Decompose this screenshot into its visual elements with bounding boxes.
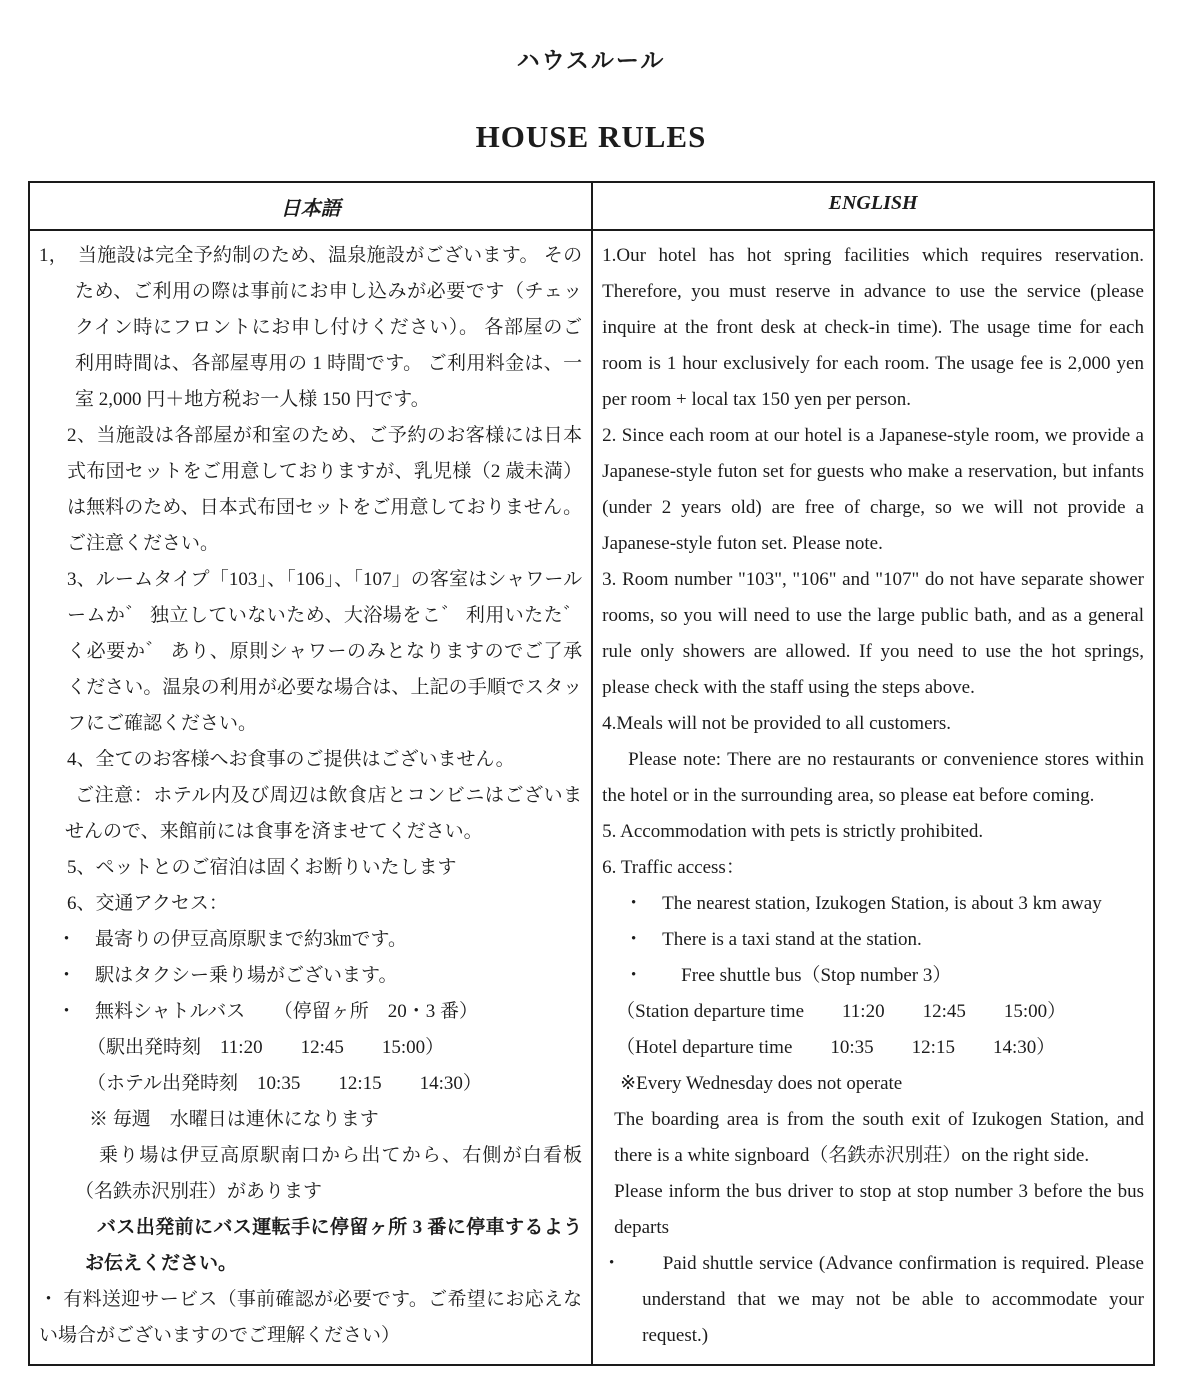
japanese-rule-paragraph: ※ 毎週 水曜日は連休になります xyxy=(89,1109,379,1130)
english-rule-paragraph: （Station departure time 11:20 12:45 15:00） xyxy=(616,1001,1067,1022)
english-rule-paragraph: ・ There is a taxi stand at the station. xyxy=(624,929,922,950)
english-rule-paragraph: 6. Traffic access： xyxy=(602,857,745,878)
japanese-rule-paragraph: 3、ルームタイプ「103」、「106」、「107」の客室はシャワールームか゛ 独立していないため、大浴場をこ゛ 利用いたた゛ く必要か゛ あり、原則シャワーのみとなりますのでご了承ください。温泉の利用が必要な場合は、上記の手順でスタッフにご確認ください。 xyxy=(67,569,583,734)
japanese-rule-paragraph: 6、交通アクセス： xyxy=(67,893,228,914)
english-rule-paragraph: 4.Meals will not be provided to all customers. xyxy=(602,713,951,734)
english-rules-cell xyxy=(593,231,1153,1364)
english-rule-paragraph: ・ Paid shuttle service (Advance confirmation is required. Please understand that we may not be able to accommodate your request.) xyxy=(602,1253,1144,1346)
english-rule-paragraph: Please inform the bus driver to stop at stop number 3 before the bus departs xyxy=(614,1181,1144,1238)
english-rule-paragraph: ※Every Wednesday does not operate xyxy=(620,1073,903,1094)
japanese-rule-paragraph: ・ 最寄りの伊豆高原駅まで約3㎞です。 xyxy=(57,929,407,950)
japanese-rules-cell xyxy=(30,231,593,1364)
japanese-rule-paragraph: 1， 当施設は完全予約制のため、温泉施設がございます。 そのため、ご利用の際は事前にお申し込みが必要です（チェックイン時にフロントにお申し付けください）。 各部屋のご利用時間は、各部屋専用の 1 時間です。 ご利用料金は、一室 2,000 円＋地方税お一人様 150 円です。 xyxy=(39,245,583,410)
english-rule-paragraph: The boarding area is from the south exit of Izukogen Station, and there is a white signboard（名鉄赤沢別荘）on the right side. xyxy=(614,1109,1144,1166)
english-rule-paragraph: 3. Room number "103", "106" and "107" do not have separate shower rooms, so you will need to use the large public bath, and as a general rule only showers are allowed. If you need to use the hot springs, please check with the staff using the steps above. xyxy=(602,569,1144,698)
japanese-rule-paragraph: ・ 有料送迎サービス（事前確認が必要です。ご希望にお応えない場合がございますのでご理解ください） xyxy=(39,1289,583,1346)
english-rule-paragraph: ・ The nearest station, Izukogen Station, is about 3 km away xyxy=(624,893,1102,914)
rules-table-header-row xyxy=(30,183,1153,231)
english-rule-paragraph: 2. Since each room at our hotel is a Japanese-style room, we provide a Japanese-style futon set for guests who make a reservation, but infants (under 2 years old) are free of charge, so we will not provide a Japanese-style futon set. Please note. xyxy=(602,425,1144,554)
english-rule-paragraph: 5. Accommodation with pets is strictly prohibited. xyxy=(602,821,984,842)
document-title-english: HOUSE RULES xyxy=(475,119,707,154)
japanese-rule-paragraph: 4、全てのお客様へお食事のご提供はございません。 xyxy=(67,749,515,770)
japanese-rule-paragraph: ご注意：ホテル内及び周辺は飲食店とコンビニはございませんので、来館前には食事を済ませてください。 xyxy=(65,785,583,842)
rules-table-body-row xyxy=(30,231,1153,1364)
japanese-rule-paragraph: ・ 無料シャトルバス （停留ヶ所 20・3 番） xyxy=(57,1001,479,1022)
japanese-rule-paragraph: （ホテル出発時刻 10:35 12:15 14:30） xyxy=(87,1073,482,1094)
english-rule-paragraph: Please note: There are no restaurants or convenience stores within the hotel or in the surrounding area, so please eat before coming. xyxy=(602,749,1144,806)
japanese-rule-paragraph: 乗り場は伊豆高原駅南口から出てから、右側が白看板（名鉄赤沢別荘）があります xyxy=(75,1145,583,1202)
column-header-english: ENGLISH xyxy=(828,192,918,214)
japanese-rule-paragraph: 2、当施設は各部屋が和室のため、ご予約のお客様には日本式布団セットをご用意しておりますが、乳児様（2 歳未満）は無料のため、日本式布団セットをご用意しておりません。ご注意ください。 xyxy=(67,425,583,554)
column-header-japanese: 日本語 xyxy=(30,183,593,229)
japanese-rule-paragraph: 5、ペットとのご宿泊は固くお断りいたします xyxy=(67,857,457,878)
rules-table xyxy=(28,181,1155,1366)
english-rule-paragraph: 1.Our hotel has hot spring facilities which requires reservation. Therefore, you must reserve in advance to use the service (please inquire at the front desk at check-in time). The usage time for each room is 1 hour exclusively for each room. The usage fee is 2,000 yen per room + local tax 150 yen per person. xyxy=(602,245,1144,410)
japanese-rule-paragraph: ・ 駅はタクシー乗り場がございます。 xyxy=(57,965,398,986)
document-title-japanese: ハウスルール xyxy=(516,48,666,73)
english-rule-paragraph: ・ Free shuttle bus（Stop number 3） xyxy=(624,965,952,986)
japanese-rule-paragraph: （駅出発時刻 11:20 12:45 15:00） xyxy=(87,1037,445,1058)
japanese-rule-paragraph: バス出発前にバス運転手に停留ヶ所 3 番に停車するようお伝えください。 xyxy=(85,1217,583,1274)
english-rule-paragraph: （Hotel departure time 10:35 12:15 14:30） xyxy=(616,1037,1056,1058)
